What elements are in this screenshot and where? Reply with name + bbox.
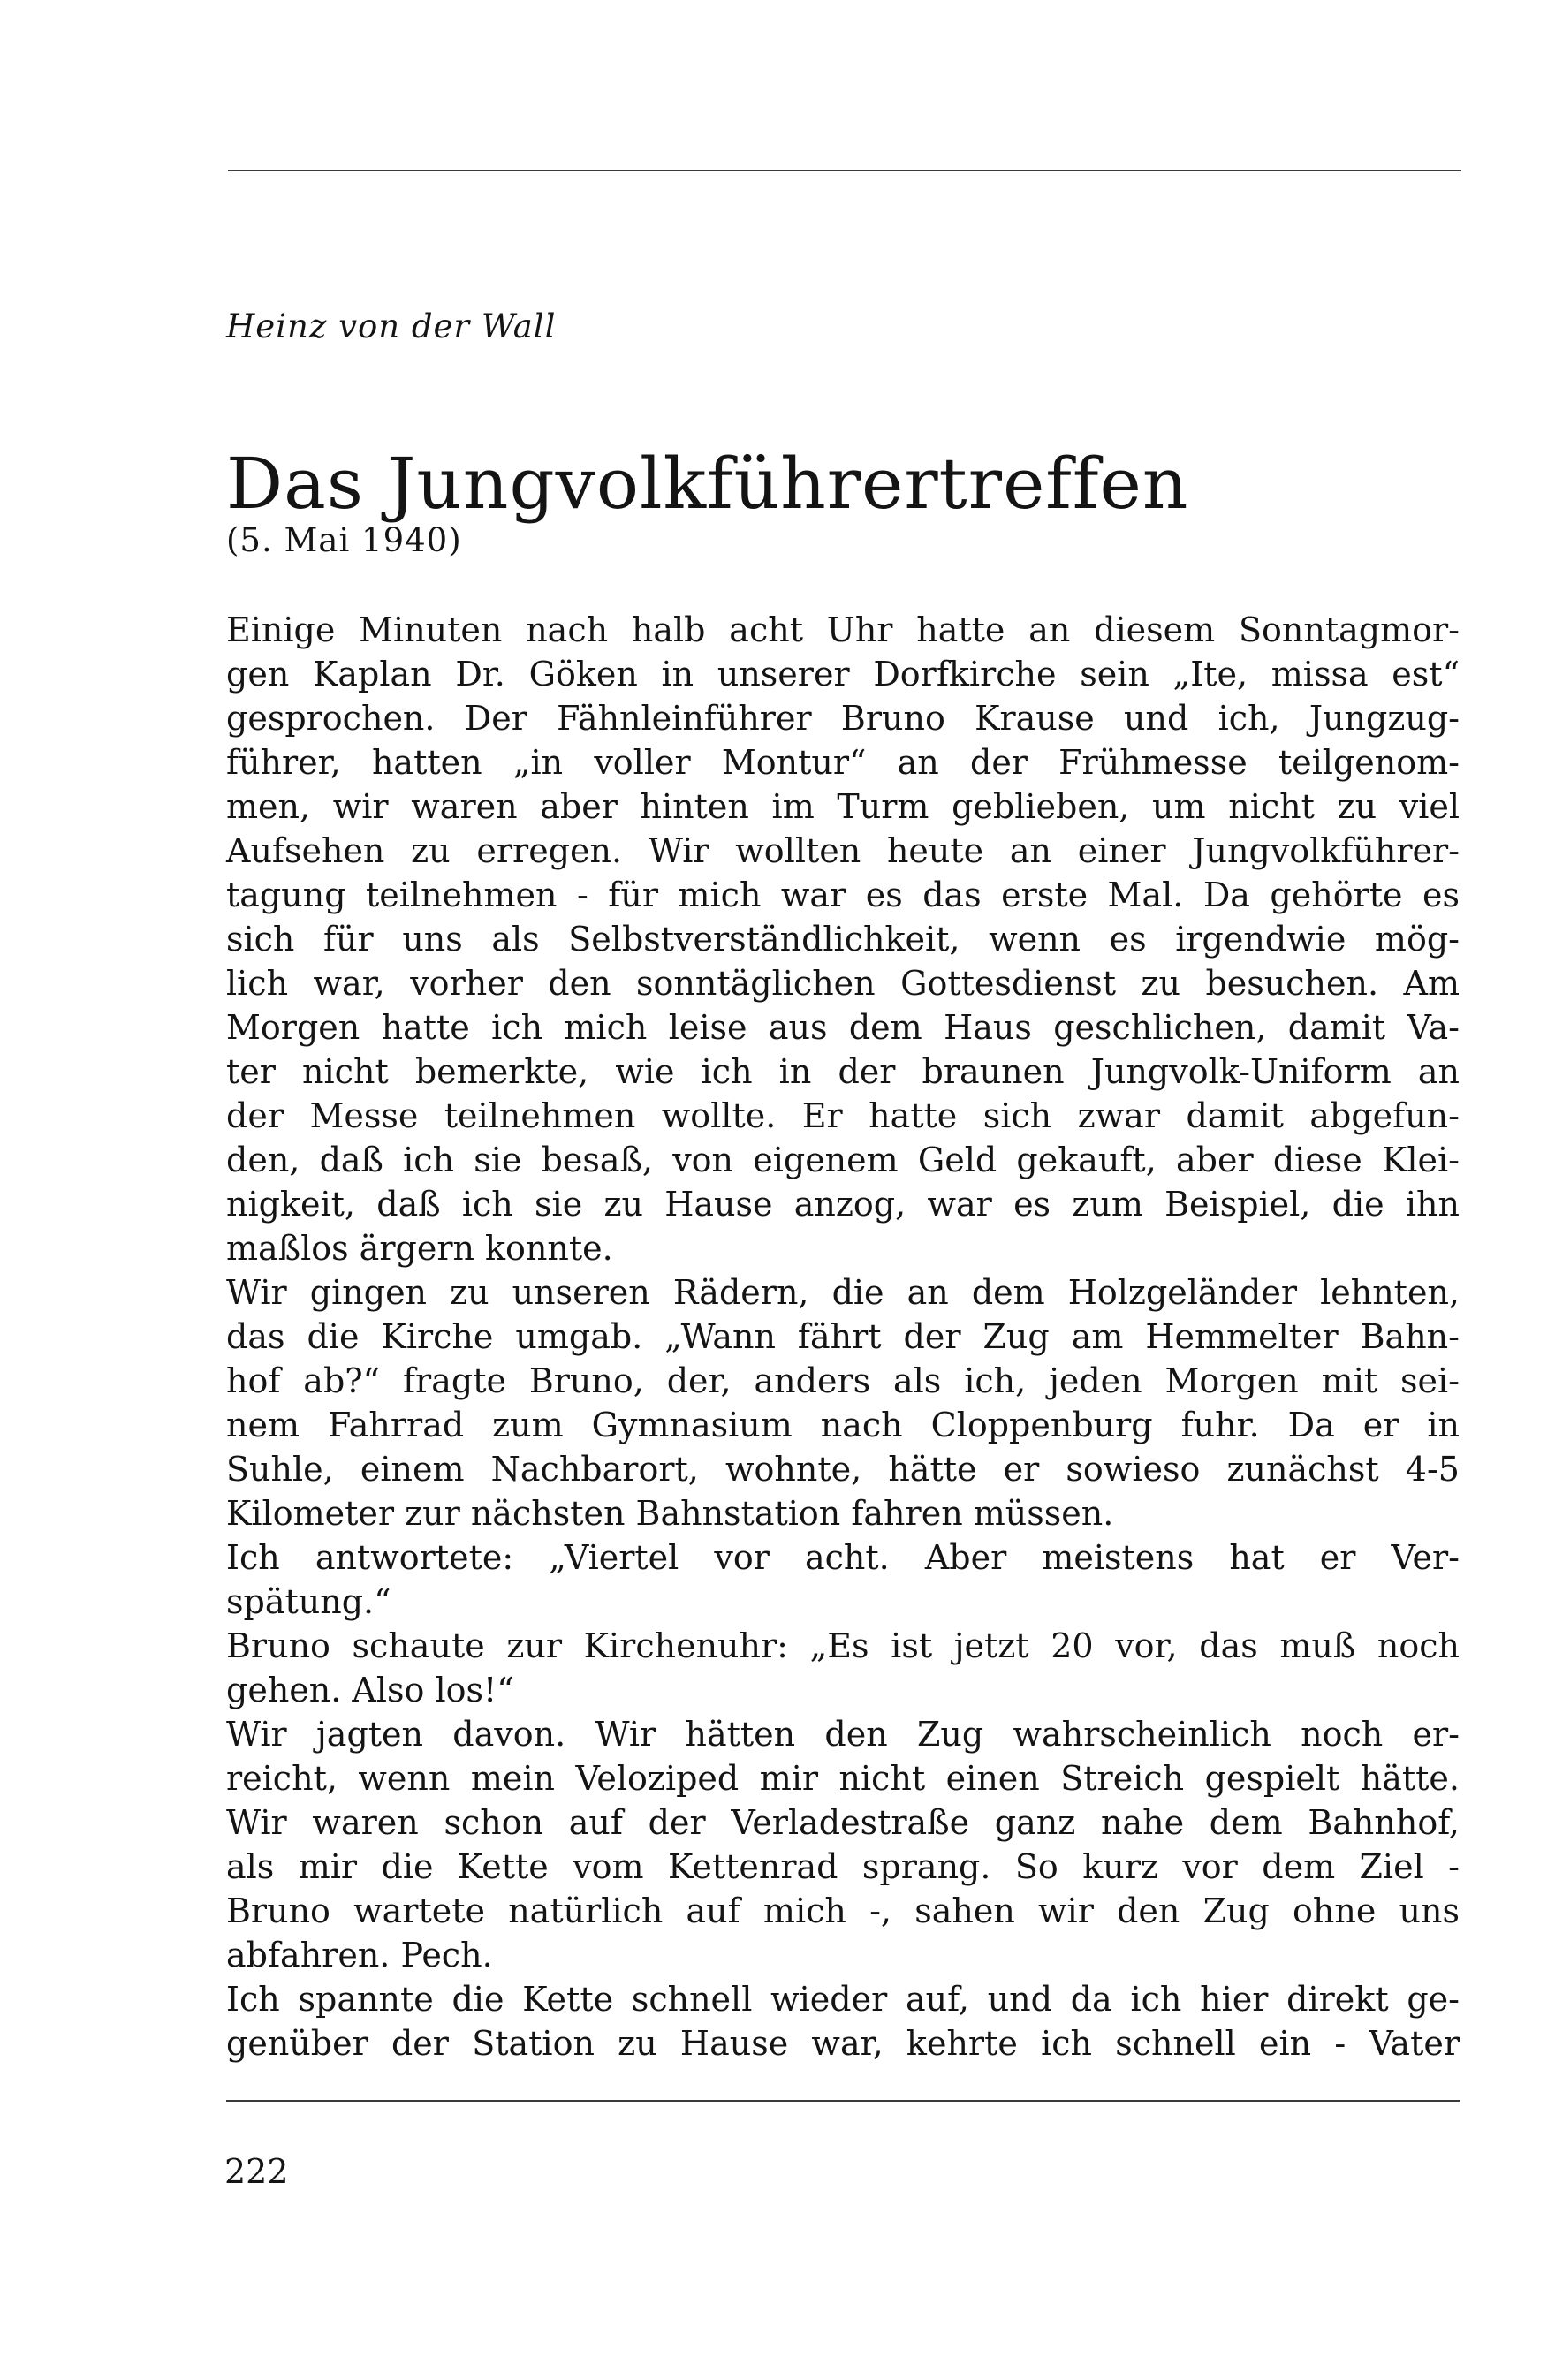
text-line: ter nicht bemerkte, wie ich in der braunen Jungvolk-Uniform an <box>226 1052 1460 1091</box>
text-line: den, daß ich sie besaß, von eigenem Geld gekauft, aber diese Klei- <box>226 1141 1460 1179</box>
text-line: Wir waren schon auf der Verladestraße ganz nahe dem Bahnhof, <box>226 1803 1460 1842</box>
text-line: nem Fahrrad zum Gymnasium nach Cloppenburg fuhr. Da er in <box>226 1406 1460 1444</box>
text-line: Ich antwortete: „Viertel vor acht. Aber meistens hat er Ver- <box>226 1538 1460 1577</box>
text-line: das die Kirche umgab. „Wann fährt der Zug am Hemmelter Bahn- <box>226 1317 1460 1356</box>
text-line: hof ab?“ fragte Bruno, der, anders als ich, jeden Morgen mit sei- <box>226 1361 1460 1400</box>
text-line: lich war, vorher den sonntäglichen Gottesdienst zu besuchen. Am <box>226 964 1460 1003</box>
bottom-rule <box>226 2100 1460 2102</box>
text-line: Kilometer zur nächsten Bahnstation fahren müssen. <box>226 1494 1114 1533</box>
author-name: Heinz von der Wall <box>226 307 557 345</box>
text-line: Ich spannte die Kette schnell wieder auf, und da ich hier direkt ge- <box>226 1980 1460 2019</box>
text-line: reicht, wenn mein Veloziped mir nicht einen Streich gespielt hätte. <box>226 1759 1460 1798</box>
text-line: nigkeit, daß ich sie zu Hause anzog, war es zum Beispiel, die ihn <box>226 1185 1460 1224</box>
text-line: Bruno wartete natürlich auf mich -, sahen wir den Zug ohne uns <box>226 1891 1460 1930</box>
text-line: abfahren. Pech. <box>226 1936 493 1974</box>
text-line: gesprochen. Der Fähnleinführer Bruno Krause und ich, Jungzug- <box>226 699 1460 738</box>
text-line: Einige Minuten nach halb acht Uhr hatte an diesem Sonntagmor- <box>226 610 1460 649</box>
text-line: der Messe teilnehmen wollte. Er hatte sich zwar damit abgefun- <box>226 1096 1460 1135</box>
page-number: 222 <box>224 2152 289 2191</box>
text-line: tagung teilnehmen - für mich war es das erste Mal. Da gehörte es <box>226 875 1460 914</box>
text-line: sich für uns als Selbstverständlichkeit, wenn es irgendwie mög- <box>226 920 1460 959</box>
top-rule <box>228 170 1461 171</box>
body-text <box>226 608 1460 2065</box>
text-line: führer, hatten „in voller Montur“ an der Frühmesse teilgenom- <box>226 743 1460 782</box>
text-line: Wir gingen zu unseren Rädern, die an dem Holzgeländer lehnten, <box>226 1273 1460 1312</box>
chapter-title: Das Jungvolkführertreffen <box>226 443 1189 525</box>
text-line: als mir die Kette vom Kettenrad sprang. So kurz vor dem Ziel - <box>226 1847 1460 1886</box>
text-line: Wir jagten davon. Wir hätten den Zug wahrscheinlich noch er- <box>226 1715 1460 1754</box>
text-line: Aufsehen zu erregen. Wir wollten heute an einer Jungvolkführer- <box>226 831 1460 870</box>
text-line: men, wir waren aber hinten im Turm geblieben, um nicht zu viel <box>226 787 1460 826</box>
text-line: Morgen hatte ich mich leise aus dem Haus geschlichen, damit Va- <box>226 1008 1460 1047</box>
chapter-subtitle: (5. Mai 1940) <box>226 521 462 559</box>
text-line: Bruno schaute zur Kirchenuhr: „Es ist jetzt 20 vor, das muß noch <box>226 1626 1460 1665</box>
text-line: gehen. Also los!“ <box>226 1671 514 1709</box>
text-line: Suhle, einem Nachbarort, wohnte, hätte er sowieso zunächst 4-5 <box>226 1450 1460 1489</box>
text-line: genüber der Station zu Hause war, kehrte ich schnell ein - Vater <box>226 2024 1460 2063</box>
text-line: spätung.“ <box>226 1582 391 1621</box>
text-line: gen Kaplan Dr. Göken in unserer Dorfkirche sein „Ite, missa est“ <box>226 655 1460 694</box>
text-line: maßlos ärgern konnte. <box>226 1229 613 1268</box>
